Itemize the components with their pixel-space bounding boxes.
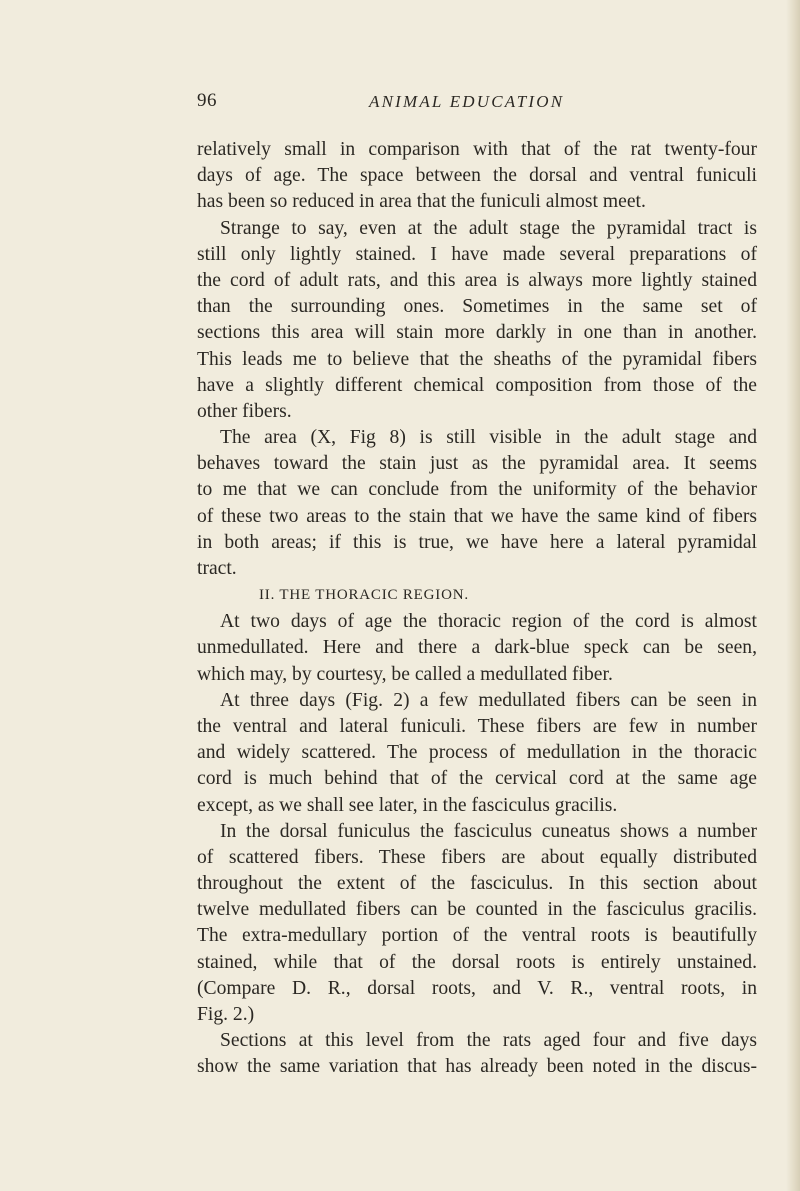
text-line: At two days of age the thoracic region of the cord is almost [220,611,757,633]
text-line: (Compare D. R., dorsal roots, and V. R., ventral roots, in [197,977,757,999]
running-title: ANIMAL EDUCATION [369,92,565,111]
text-line: twelve medullated fibers can be counted in the fasciculus gracilis. [197,899,757,921]
text-line: show the same variation that has already been noted in the discus- [197,1056,757,1078]
page-edge-shadow [786,0,800,1191]
text-line: still only lightly stained. I have made several preparations of [197,243,757,265]
text-line: of scattered fibers. These fibers are about equally distributed [197,846,757,868]
text-line: Sections at this level from the rats aged four and five days [220,1030,757,1052]
text-line: In the dorsal funiculus the fasciculus cuneatus shows a number [220,820,757,842]
text-line: have a slightly different chemical composition from those of the [197,374,757,396]
text-line: Strange to say, even at the adult stage the pyramidal tract is [220,217,757,239]
text-line: which may, by courtesy, be called a medullated fiber. [197,663,613,685]
page-header [197,90,757,116]
text-line: This leads me to believe that the sheaths of the pyramidal fibers [197,348,757,370]
text-line: days of age. The space between the dorsal and ventral funiculi [197,165,757,187]
text-line: At three days (Fig. 2) a few medullated fibers can be seen in [220,689,757,711]
text-line: to me that we can conclude from the uniformity of the behavior [197,479,757,501]
text-line: and widely scattered. The process of medullation in the thoracic [197,742,757,764]
text-line: The extra-medullary portion of the ventral roots is beautifully [197,925,757,947]
text-line: unmedullated. Here and there a dark-blue speck can be seen, [197,637,757,659]
text-line: the ventral and lateral funiculi. These fibers are few in number [197,715,757,737]
text-line: cord is much behind that of the cervical cord at the same age [197,768,757,790]
text-line: The area (X, Fig 8) is still visible in the adult stage and [220,427,757,449]
text-line: Fig. 2.) [197,1004,255,1025]
text-line: behaves toward the stain just as the pyramidal area. It seems [197,453,757,475]
text-line: stained, while that of the dorsal roots is entirely unstained. [197,951,757,973]
text-line: than the surrounding ones. Sometimes in the same set of [197,296,757,318]
text-line: relatively small in comparison with that of the rat twenty-four [197,139,757,160]
text-line: has been so reduced in area that the funiculi almost meet. [197,191,646,213]
text-section-thoracic [197,609,757,1080]
text-section-cervical [197,137,757,582]
text-line: throughout the extent of the fasciculus. In this section about [197,873,757,895]
text-line: sections this area will stain more darkly in one than in another. [197,322,757,344]
text-line: except, as we shall see later, in the fasciculus gracilis. [197,794,618,816]
body-text [197,137,757,1081]
text-line: tract. [197,558,237,579]
text-line: other fibers. [197,400,292,422]
text-line: the cord of adult rats, and this area is always more lightly stained [197,269,757,291]
section-heading: II. THE THORACIC REGION. [259,587,469,604]
page-number: 96 [197,90,217,111]
text-line: of these two areas to the stain that we have the same kind of fibers [197,505,757,527]
text-line: in both areas; if this is true, we have here a lateral pyramidal [197,531,757,553]
